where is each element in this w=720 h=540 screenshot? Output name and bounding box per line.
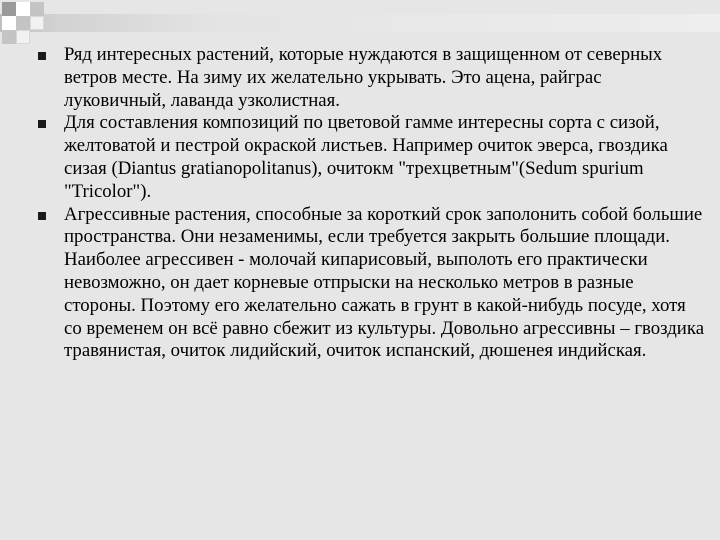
bullet-list <box>38 44 708 363</box>
decor-square <box>2 30 16 44</box>
square-bullet-icon <box>38 52 46 60</box>
bullet-text: Агрессивные растения, способные за короткий срок заполонить собой большие пространства. Они незаменимы, если требуется закрыть большие площади. Наиболее агрессивен - молочай кипарисовый, выполоть его практически невозможно, он дает корневые отпрыски на несколько метров в разные стороны. Поэтому его желательно сажать в грунт в какой-нибудь посуде, хотя со временем он всё равно сбежит из культуры. Довольно агрессивны – гвоздика травянистая, очиток лидийский, очиток испанский, дюшенея индийская. <box>64 203 705 362</box>
decor-square <box>16 2 30 16</box>
slide-body <box>38 44 708 363</box>
decor-square <box>2 2 16 16</box>
bullet-text: Ряд интересных растений, которые нуждаются в защищенном от северных ветров месте. На зиму их желательно укрывать. Это ацена, райграс луковичный, лаванда узколистная. <box>64 44 663 111</box>
bullet-text: Для составления композиций по цветовой гамме интересны сорта с сизой, желтоватой и пестрой окраской листьев. Например очиток эверса, гвоздика сизая (Diantus gratianopolitanus), очитокм "трехцветным"(Sedum spurium "Tricolor"). <box>64 112 668 202</box>
bullet-item <box>38 204 708 364</box>
square-bullet-icon <box>38 120 46 128</box>
decor-square <box>30 2 44 16</box>
bullet-item <box>38 112 708 203</box>
header-banner <box>0 14 720 32</box>
decor-square <box>16 16 30 30</box>
decor-square <box>30 16 44 30</box>
decor-square <box>2 16 16 30</box>
square-bullet-icon <box>38 212 46 220</box>
bullet-item <box>38 44 708 112</box>
decor-square <box>16 30 30 44</box>
